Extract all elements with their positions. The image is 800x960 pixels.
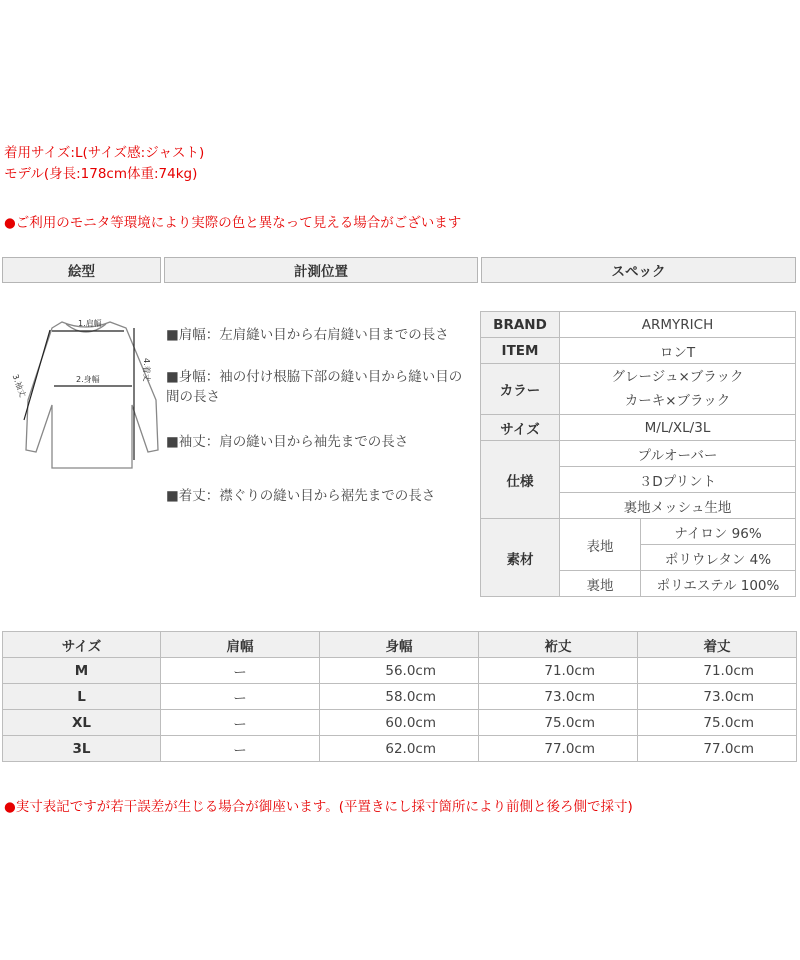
sleeve-measure-line <box>24 330 50 420</box>
desc-length: ■着丈：襟ぐりの縫い目から裾先までの長さ <box>166 488 436 504</box>
header-spec: スペック <box>481 257 796 283</box>
spec-brand-value: ARMYRICH <box>560 312 796 338</box>
label-sleeve: 3.袖丈 <box>10 373 28 399</box>
header-measure-position: 計測位置 <box>164 257 478 283</box>
spec-row-color <box>481 364 796 415</box>
spec-color-1: グレージュ×ブラック <box>611 369 744 385</box>
spec-outer-label: 表地 <box>560 519 641 571</box>
spec-size-label: サイズ <box>481 415 560 441</box>
spec-row-item <box>481 338 796 364</box>
size-cell: ー <box>161 658 320 684</box>
spec-row-material-1 <box>481 519 796 545</box>
size-cell: L <box>3 684 161 710</box>
size-header-size: サイズ <box>3 632 161 658</box>
garment-diagram <box>2 300 172 485</box>
spec-color-label: カラー <box>481 364 560 415</box>
size-cell: 56.0cm <box>320 658 479 684</box>
size-cell: 75.0cm <box>638 710 797 736</box>
size-cell: 62.0cm <box>320 736 479 762</box>
desc-shoulder: ■肩幅：左肩縫い目から右肩縫い目までの長さ <box>166 327 449 343</box>
model-size-text: 着用サイズ:L(サイズ感:ジャスト) <box>4 145 205 161</box>
size-cell: 71.0cm <box>479 658 638 684</box>
model-body-text: モデル(身長:178cm体重:74kg) <box>4 166 198 182</box>
size-cell: 77.0cm <box>638 736 797 762</box>
spec-brand-label: BRAND <box>481 312 560 338</box>
desc-sleeve: ■袖丈：肩の縫い目から袖先までの長さ <box>166 434 409 450</box>
spec-outer-2: ポリウレタン 4% <box>641 545 796 571</box>
spec-shiyou-3: 裏地メッシュ生地 <box>560 493 796 519</box>
size-header-body: 身幅 <box>320 632 479 658</box>
spec-shiyou-label: 仕様 <box>481 441 560 519</box>
model-info <box>4 143 204 185</box>
size-cell: 77.0cm <box>479 736 638 762</box>
spec-lining-label: 裏地 <box>560 571 641 597</box>
spec-table <box>480 311 796 597</box>
section-header <box>2 257 796 283</box>
spec-shiyou-1: プルオーバー <box>560 441 796 467</box>
spec-size-value: M/L/XL/3L <box>560 415 796 441</box>
label-body: 2.身幅 <box>76 375 100 384</box>
size-cell: 75.0cm <box>479 710 638 736</box>
size-cell: 58.0cm <box>320 684 479 710</box>
spec-color-value <box>560 364 796 415</box>
spec-lining-value: ポリエステル 100% <box>641 571 796 597</box>
size-row <box>3 736 797 762</box>
spec-row-brand <box>481 312 796 338</box>
spec-shiyou-2: ３Dプリント <box>560 467 796 493</box>
desc-body: ■身幅：袖の付け根脇下部の縫い目から縫い目の間の長さ <box>166 369 463 405</box>
spec-item-value: ロンT <box>560 338 796 364</box>
monitor-note: ●ご利用のモニタ等環境により実際の色と異なって見える場合がございます <box>4 215 462 231</box>
size-header-shoulder: 肩幅 <box>161 632 320 658</box>
size-cell: 3L <box>3 736 161 762</box>
spec-material-label: 素材 <box>481 519 560 597</box>
label-length: 4.着丈 <box>142 358 151 382</box>
size-cell: 60.0cm <box>320 710 479 736</box>
size-cell: ー <box>161 710 320 736</box>
size-header-yuki: 裄丈 <box>479 632 638 658</box>
header-illustration: 絵型 <box>2 257 161 283</box>
size-cell: 73.0cm <box>479 684 638 710</box>
size-cell: 73.0cm <box>638 684 797 710</box>
size-row <box>3 710 797 736</box>
size-header-length: 着丈 <box>638 632 797 658</box>
size-cell: ー <box>161 736 320 762</box>
size-row <box>3 684 797 710</box>
size-table <box>2 631 797 762</box>
size-cell: ー <box>161 684 320 710</box>
label-shoulder: 1.肩幅 <box>78 319 102 328</box>
spec-outer-1: ナイロン 96% <box>641 519 796 545</box>
size-row <box>3 658 797 684</box>
spec-color-2: カーキ×ブラック <box>624 393 731 409</box>
size-header-row <box>3 632 797 658</box>
spec-row-size <box>481 415 796 441</box>
spec-item-label: ITEM <box>481 338 560 364</box>
footer-note: ●実寸表記ですが若干誤差が生じる場合が御座います。(平置きにし採寸箇所により前側と後ろ側で採寸) <box>4 799 633 815</box>
size-cell: XL <box>3 710 161 736</box>
spec-row-shiyou-1 <box>481 441 796 467</box>
size-cell: M <box>3 658 161 684</box>
size-cell: 71.0cm <box>638 658 797 684</box>
